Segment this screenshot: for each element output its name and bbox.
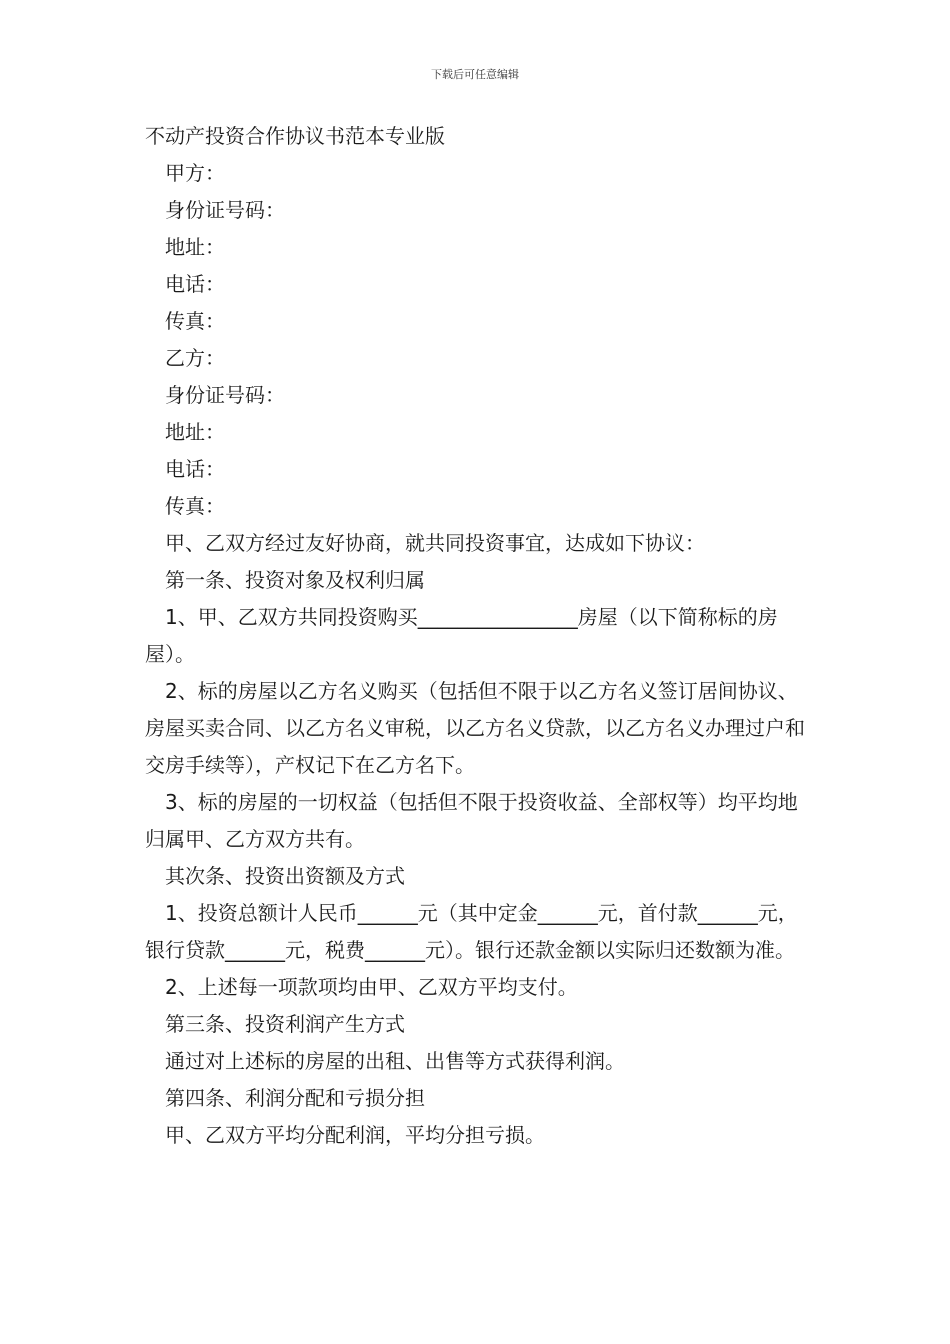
article-3-heading: 第三条、投资利润产生方式 <box>165 1012 405 1036</box>
party-a-fax-label: 传真： <box>165 309 225 333</box>
party-b-address-label: 地址： <box>165 420 225 444</box>
document-title: 不动产投资合作协议书范本专业版 <box>145 124 445 148</box>
article-1-heading: 第一条、投资对象及权利归属 <box>165 568 425 592</box>
party-a-address-label: 地址： <box>165 235 225 259</box>
article-2-heading: 其次条、投资出资额及方式 <box>165 864 405 888</box>
party-a-id-label: 身份证号码： <box>165 198 285 222</box>
party-b-id-label: 身份证号码： <box>165 383 285 407</box>
article-4-clause-1: 甲、乙双方平均分配利润，平均分担亏损。 <box>165 1123 545 1147</box>
article-1-clause-3: 3、标的房屋的一切权益（包括但不限于投资收益、全部权等）均平均地归属甲、乙方双方共有。 <box>145 790 798 851</box>
preamble: 甲、乙双方经过友好协商，就共同投资事宜，达成如下协议： <box>165 531 705 555</box>
document-body <box>145 118 810 1154</box>
party-b-label: 乙方： <box>165 346 225 370</box>
article-2-clause-2: 2、上述每一项款项均由甲、乙双方平均支付。 <box>165 975 578 999</box>
party-a-label: 甲方： <box>165 161 225 185</box>
article-2-clause-1: 1、投资总额计人民币______元（其中定金______元，首付款______元，银行贷款______元，税费______元）。银行还款金额以实际归还数额为准。 <box>145 901 798 962</box>
party-b-fax-label: 传真： <box>165 494 225 518</box>
article-4-heading: 第四条、利润分配和亏损分担 <box>165 1086 425 1110</box>
article-1-clause-2: 2、标的房屋以乙方名义购买（包括但不限于以乙方名义签订居间协议、房屋买卖合同、以乙方名义审税，以乙方名义贷款，以乙方名义办理过户和交房手续等），产权记下在乙方名下。 <box>145 679 805 777</box>
party-b-phone-label: 电话： <box>165 457 225 481</box>
article-3-clause-1: 通过对上述标的房屋的出租、出售等方式获得利润。 <box>165 1049 625 1073</box>
party-a-phone-label: 电话： <box>165 272 225 296</box>
page-header-note: 下载后可任意编辑 <box>431 68 519 81</box>
article-1-clause-1: 1、甲、乙双方共同投资购买________________房屋（以下简称标的房屋）。 <box>145 605 778 666</box>
